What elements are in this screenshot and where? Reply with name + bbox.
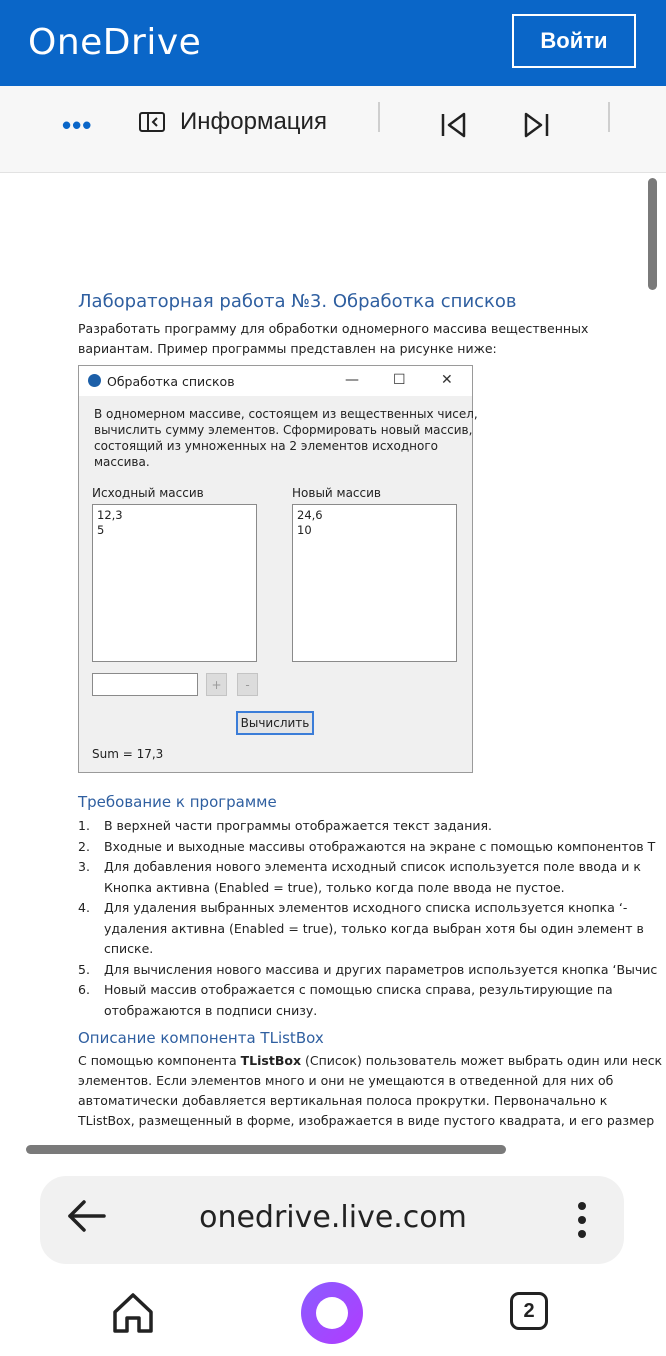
value-input bbox=[92, 673, 198, 696]
remove-button: - bbox=[237, 673, 258, 696]
requirement-text: Для удаления выбранных элементов исходного списка используется кнопка ‘- bbox=[104, 900, 628, 915]
source-listbox bbox=[92, 504, 257, 662]
document-toolbar bbox=[0, 86, 666, 173]
document-viewer[interactable] bbox=[0, 173, 666, 1135]
requirement-item bbox=[78, 898, 627, 918]
requirement-text: В верхней части программы отображается текст задания. bbox=[104, 818, 493, 833]
requirement-text: отображаются в подписи снизу. bbox=[104, 1002, 318, 1018]
result-array-label: Новый массив bbox=[292, 486, 381, 500]
list-item: 10 bbox=[297, 523, 312, 537]
component-name: TListBox bbox=[240, 1053, 302, 1068]
task-line: состоящий из умноженных на 2 элементов исходного bbox=[94, 439, 438, 453]
description-line: автоматически добавляется вертикальная полоса прокрутки. Первоначально к bbox=[78, 1093, 608, 1108]
window-title: Обработка списков bbox=[107, 373, 235, 389]
info-label: Информация bbox=[180, 108, 327, 135]
alice-assistant-icon[interactable] bbox=[301, 1282, 363, 1344]
requirement-number: 1. bbox=[78, 818, 90, 833]
minimize-icon: — bbox=[345, 372, 359, 388]
app-icon bbox=[88, 374, 101, 387]
requirement-item bbox=[78, 878, 565, 898]
url-text[interactable]: onedrive.live.com bbox=[199, 1200, 467, 1235]
info-panel-icon bbox=[138, 111, 166, 133]
requirement-number: 6. bbox=[78, 982, 90, 997]
calculate-button: Вычислить bbox=[236, 711, 314, 735]
more-options-button[interactable]: ••• bbox=[62, 110, 93, 140]
requirement-item bbox=[78, 939, 153, 959]
description-text: С помощью компонента bbox=[78, 1053, 241, 1068]
requirement-text: Кнопка активна (Enabled = true), только когда поле ввода не пустое. bbox=[104, 879, 565, 895]
requirement-number: 3. bbox=[78, 859, 90, 874]
login-button[interactable]: Войти bbox=[512, 14, 636, 68]
kebab-menu-icon[interactable] bbox=[570, 1198, 594, 1242]
onedrive-logo[interactable]: OneDrive bbox=[28, 22, 202, 63]
last-page-icon[interactable] bbox=[522, 110, 552, 140]
component-heading: Описание компонента TListBox bbox=[78, 1029, 324, 1047]
requirement-text: Новый массив отображается с помощью списка справа, результирующие па bbox=[104, 982, 613, 997]
list-item: 5 bbox=[97, 523, 105, 537]
requirement-item bbox=[78, 857, 641, 877]
requirement-text: списке. bbox=[104, 941, 154, 956]
description-line: TListBox, размещенный в форме, изображается в виде пустого квадрата, и его размер bbox=[78, 1113, 655, 1128]
requirement-number: 2. bbox=[78, 838, 90, 854]
requirement-text: Для вычисления нового массива и других параметров используется кнопка ‘Вычис bbox=[104, 961, 658, 977]
doc-intro-line: Разработать программу для обработки одномерного массива вещественных bbox=[78, 321, 589, 336]
add-button: + bbox=[206, 673, 227, 696]
requirement-text: Для добавления нового элемента исходный список используется поле ввода и к bbox=[104, 859, 641, 874]
task-description bbox=[94, 406, 478, 470]
first-page-icon[interactable] bbox=[438, 110, 468, 140]
close-icon: ✕ bbox=[441, 372, 453, 388]
toolbar-divider bbox=[378, 102, 380, 132]
requirement-item bbox=[78, 919, 644, 939]
list-item: 12,3 bbox=[97, 508, 123, 522]
app-window-figure bbox=[78, 365, 478, 773]
task-line: вычислить сумму элементов. Сформировать новый массив, bbox=[94, 423, 473, 437]
doc-intro-line: вариантам. Пример программы представлен на рисунке ниже: bbox=[78, 341, 497, 356]
description-line: элементов. Если элементов много и они не умещаются в отведенной для них об bbox=[78, 1073, 614, 1088]
requirement-text: удаления активна (Enabled = true), только когда выбран хотя бы один элемент в bbox=[104, 920, 644, 936]
source-array-label: Исходный массив bbox=[92, 486, 204, 500]
requirement-number: 5. bbox=[78, 961, 90, 977]
requirement-item bbox=[78, 837, 655, 857]
doc-title: Лабораторная работа №3. Обработка списков bbox=[78, 291, 517, 312]
result-listbox bbox=[292, 504, 457, 662]
maximize-icon: ☐ bbox=[393, 372, 406, 388]
toolbar-divider bbox=[608, 102, 610, 132]
requirement-item bbox=[78, 816, 492, 836]
sum-label: Sum = 17,3 bbox=[92, 747, 164, 761]
tabs-counter-button[interactable]: 2 bbox=[510, 1292, 548, 1330]
requirements-heading: Требование к программе bbox=[78, 793, 277, 811]
horizontal-scrollbar[interactable] bbox=[26, 1145, 506, 1154]
description-text: (Список) пользователь может выбрать один или неск bbox=[301, 1053, 663, 1068]
requirement-item bbox=[78, 1001, 317, 1021]
requirement-number: 4. bbox=[78, 900, 90, 915]
home-icon[interactable] bbox=[110, 1290, 156, 1336]
window-titlebar bbox=[79, 366, 472, 396]
list-item: 24,6 bbox=[297, 508, 323, 522]
description-line bbox=[78, 1051, 662, 1071]
info-button[interactable] bbox=[138, 108, 327, 136]
vertical-scrollbar[interactable] bbox=[648, 178, 657, 290]
task-line: массива. bbox=[94, 455, 150, 469]
requirement-text: Входные и выходные массивы отображаются на экране с помощью компонентов T bbox=[104, 838, 656, 854]
requirement-item bbox=[78, 980, 613, 1000]
requirement-item bbox=[78, 960, 657, 980]
task-line: В одномерном массиве, состоящем из вещественных чисел, bbox=[94, 407, 478, 421]
